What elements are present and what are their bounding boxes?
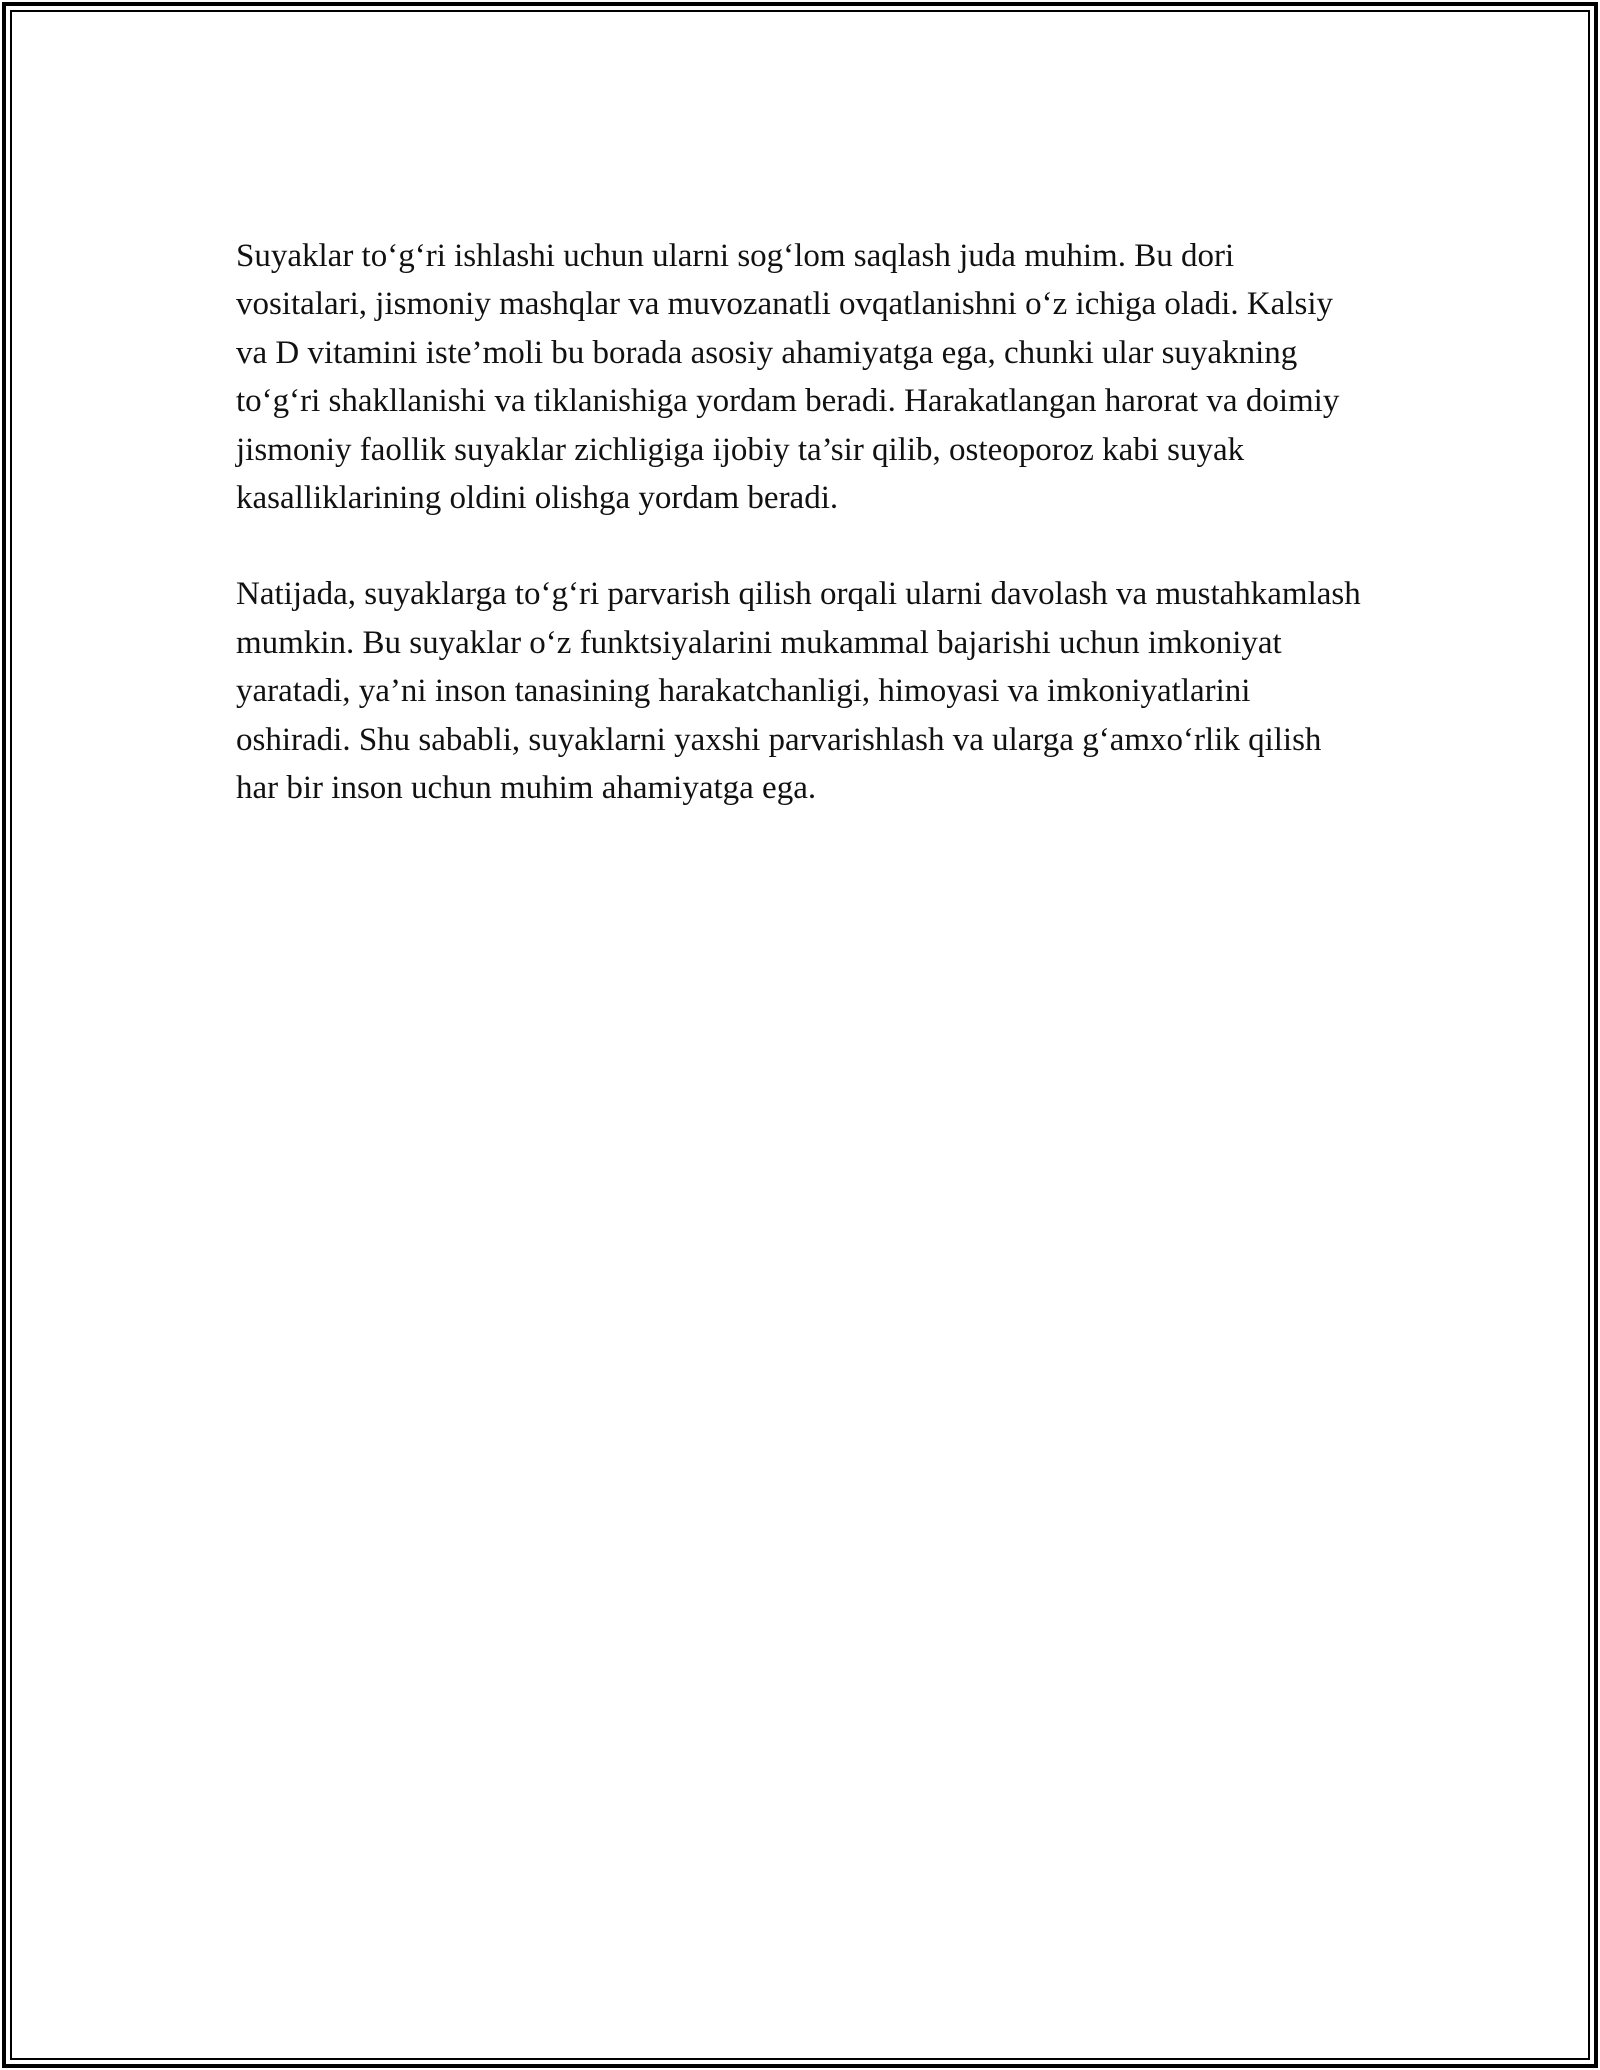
document-body bbox=[236, 232, 1366, 860]
paragraph-1: Suyaklar to‘g‘ri ishlashi uchun ularni sog‘lom saqlash juda muhim. Bu dori vositalari, jismoniy mashqlar va muvozanatli ovqatlanishni o‘z ichiga oladi. Kalsiy va D vitamini iste’moli bu borada asosiy ahamiyatga ega, chunki ular suyakning to‘g‘ri shakllanishi va tiklanishiga yordam beradi. Harakatlangan harorat va doimiy jismoniy faollik suyaklar zichligiga ijobiy ta’sir qilib, osteoporoz kabi suyak kasalliklarining oldini olishga yordam beradi. bbox=[236, 238, 1340, 517]
paragraph-2: Natijada, suyaklarga to‘g‘ri parvarish qilish orqali ularni davolash va mustahkamlash mumkin. Bu suyaklar o‘z funktsiyalarini mukammal bajarishi uchun imkoniyat yaratadi, ya’ni inson tanasining harakatchanligi, himoyasi va imkoniyatlarini oshiradi. Shu sababli, suyaklarni yaxshi parvarishlash va ularga g‘amxo‘rlik qilish har bir inson uchun muhim ahamiyatga ega. bbox=[236, 576, 1361, 807]
